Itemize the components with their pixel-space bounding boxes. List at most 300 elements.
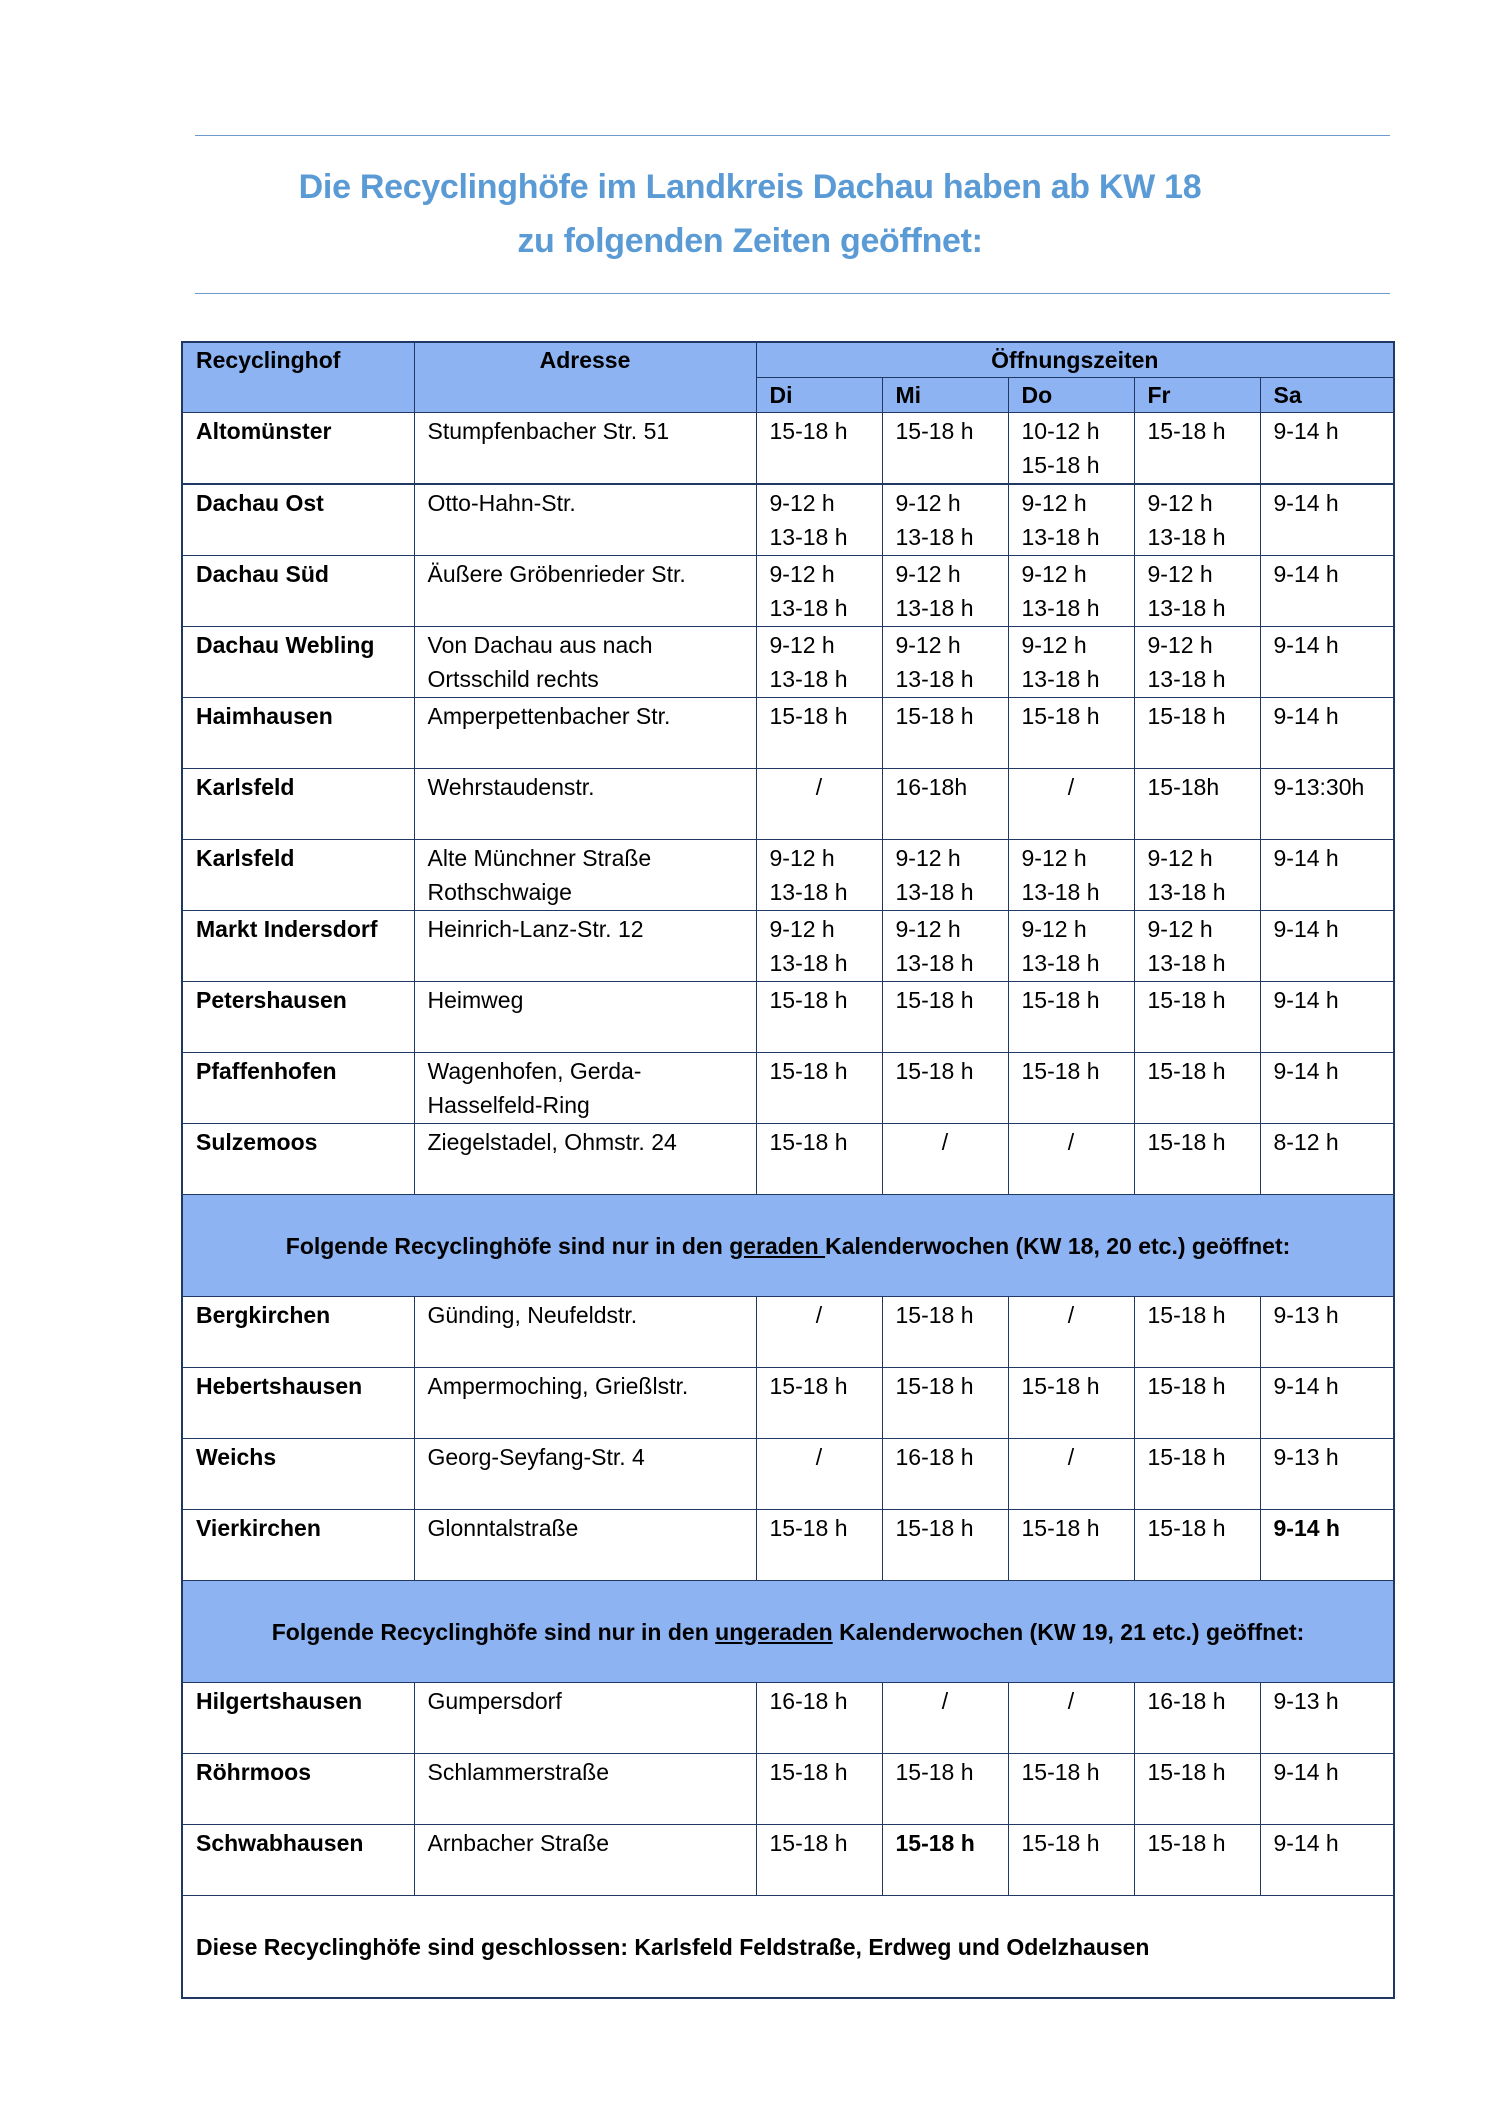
hours-line: / xyxy=(1067,1129,1075,1155)
hours-line: 15-18 h xyxy=(1021,987,1100,1013)
even-weeks-banner-before: Folgende Recyclinghöfe sind nur in den xyxy=(285,1232,730,1259)
hours-fr xyxy=(1134,840,1260,911)
hours-line: 9-12 h xyxy=(895,632,961,658)
table-row xyxy=(182,1297,1394,1368)
hours-line: / xyxy=(941,1688,949,1714)
hours-line: 9-12 h xyxy=(769,561,835,587)
hours-do xyxy=(1008,484,1134,556)
hours-line: 9-12 h xyxy=(1021,561,1087,587)
address-line: Ziegelstadel, Ohmstr. 24 xyxy=(427,1129,677,1155)
hours-line: 9-14 h xyxy=(1273,418,1339,444)
hours-sa xyxy=(1260,1439,1394,1510)
hours-mi xyxy=(882,982,1008,1053)
hours-do xyxy=(1008,1754,1134,1825)
hours-line: 15-18 h xyxy=(1021,1830,1100,1856)
recyclinghof-name: Pfaffenhofen xyxy=(182,1053,414,1124)
table-row xyxy=(182,1754,1394,1825)
hours-line: 15-18 h xyxy=(1147,1759,1226,1785)
hours-line: 13-18 h xyxy=(1021,879,1100,905)
hours-di xyxy=(756,1053,882,1124)
hours-line: 13-18 h xyxy=(769,595,848,621)
hours-mi xyxy=(882,1825,1008,1896)
table-row xyxy=(182,769,1394,840)
hours-line: 15-18 h xyxy=(769,987,848,1013)
hours-do xyxy=(1008,1368,1134,1439)
hours-line: 15-18 h xyxy=(1147,1515,1226,1541)
hours-line: 15-18 h xyxy=(895,1058,974,1084)
hours-do xyxy=(1008,413,1134,485)
hours-di xyxy=(756,1297,882,1368)
hours-line: 9-14 h xyxy=(1273,703,1339,729)
hours-line: 16-18 h xyxy=(1147,1688,1226,1714)
hours-sa xyxy=(1260,627,1394,698)
hours-fr xyxy=(1134,769,1260,840)
hours-line: 9-12 h xyxy=(1147,490,1213,516)
hours-line: / xyxy=(815,1302,823,1328)
hours-line: 15-18 h xyxy=(769,1515,848,1541)
hours-line: 9-12 h xyxy=(895,490,961,516)
table-row xyxy=(182,911,1394,982)
hours-line: 9-14 h xyxy=(1273,1515,1340,1541)
recyclinghof-name: Vierkirchen xyxy=(182,1510,414,1581)
hours-line: 13-18 h xyxy=(1021,666,1100,692)
recyclinghof-name: Röhrmoos xyxy=(182,1754,414,1825)
hours-line: / xyxy=(1067,1444,1075,1470)
address-line: Gumpersdorf xyxy=(427,1688,562,1714)
address-line: Ampermoching, Grießlstr. xyxy=(427,1373,689,1399)
hours-line: 15-18 h xyxy=(769,1373,848,1399)
hours-di xyxy=(756,1683,882,1754)
address-line: Stumpfenbacher Str. 51 xyxy=(427,418,670,444)
hours-line: 9-12 h xyxy=(769,916,835,942)
recyclinghof-name: Karlsfeld xyxy=(182,769,414,840)
address-cell xyxy=(414,484,756,556)
even-weeks-rows xyxy=(182,1297,1394,1581)
hours-line: 15-18 h xyxy=(1147,1830,1226,1856)
address-line: Günding, Neufeldstr. xyxy=(427,1302,638,1328)
hours-fr xyxy=(1134,1683,1260,1754)
hours-do xyxy=(1008,1510,1134,1581)
hours-fr xyxy=(1134,1510,1260,1581)
even-weeks-banner-underlined: geraden xyxy=(729,1232,826,1259)
hours-do xyxy=(1008,840,1134,911)
hours-line: 15-18 h xyxy=(769,1830,848,1856)
recyclinghof-name: Dachau Webling xyxy=(182,627,414,698)
hours-line: 15-18 h xyxy=(895,1302,974,1328)
hours-line: 13-18 h xyxy=(895,879,974,905)
hours-mi xyxy=(882,1053,1008,1124)
odd-weeks-banner xyxy=(182,1581,1394,1683)
hours-line: 15-18 h xyxy=(1147,418,1226,444)
hours-do xyxy=(1008,627,1134,698)
hours-di xyxy=(756,1510,882,1581)
hours-line: 13-18 h xyxy=(769,666,848,692)
header-day-sa: Sa xyxy=(1260,378,1394,413)
hours-sa xyxy=(1260,982,1394,1053)
hours-mi xyxy=(882,556,1008,627)
hours-mi xyxy=(882,698,1008,769)
address-cell xyxy=(414,413,756,485)
hours-line: 9-13 h xyxy=(1273,1444,1339,1470)
hours-sa xyxy=(1260,1368,1394,1439)
hours-line: 15-18 h xyxy=(769,418,848,444)
address-line: Amperpettenbacher Str. xyxy=(427,703,671,729)
hours-line: 9-12 h xyxy=(1147,632,1213,658)
hours-line: 13-18 h xyxy=(769,879,848,905)
hours-sa xyxy=(1260,1754,1394,1825)
hours-mi xyxy=(882,1297,1008,1368)
hours-line: 15-18 h xyxy=(1147,1129,1226,1155)
recyclinghof-name: Weichs xyxy=(182,1439,414,1510)
address-line: Heimweg xyxy=(427,987,524,1013)
hours-line: 15-18 h xyxy=(1021,1759,1100,1785)
even-weeks-banner xyxy=(182,1195,1394,1297)
bottom-rule xyxy=(195,293,1390,294)
hours-line: 9-12 h xyxy=(1147,561,1213,587)
hours-line: 9-14 h xyxy=(1273,1058,1339,1084)
hours-line: 9-12 h xyxy=(1021,916,1087,942)
hours-sa xyxy=(1260,911,1394,982)
closed-note: Diese Recyclinghöfe sind geschlossen: Karlsfeld Feldstraße, Erdweg und Odelzhausen xyxy=(182,1896,1394,1999)
address-cell xyxy=(414,1297,756,1368)
hours-fr xyxy=(1134,627,1260,698)
hours-di xyxy=(756,484,882,556)
table-row xyxy=(182,1825,1394,1896)
hours-line: 15-18 h xyxy=(895,1830,975,1856)
address-cell xyxy=(414,1754,756,1825)
hours-do xyxy=(1008,1053,1134,1124)
hours-sa xyxy=(1260,1297,1394,1368)
hours-line: 13-18 h xyxy=(895,950,974,976)
hours-line: 9-13 h xyxy=(1273,1688,1339,1714)
hours-fr xyxy=(1134,911,1260,982)
hours-sa xyxy=(1260,1053,1394,1124)
address-cell xyxy=(414,1439,756,1510)
hours-line: 15-18 h xyxy=(1147,987,1226,1013)
hours-di xyxy=(756,627,882,698)
hours-di xyxy=(756,1124,882,1195)
table-row xyxy=(182,1368,1394,1439)
header-adresse: Adresse xyxy=(414,342,756,413)
closed-note-row xyxy=(182,1896,1394,1999)
hours-di xyxy=(756,982,882,1053)
hours-fr xyxy=(1134,484,1260,556)
hours-line: 9-12 h xyxy=(1021,845,1087,871)
hours-sa xyxy=(1260,1510,1394,1581)
recyclinghof-name: Haimhausen xyxy=(182,698,414,769)
address-cell xyxy=(414,698,756,769)
hours-line: 16-18h xyxy=(895,774,968,800)
hours-line: 9-13 h xyxy=(1273,1302,1339,1328)
hours-line: 13-18 h xyxy=(1021,595,1100,621)
hours-line: 9-14 h xyxy=(1273,632,1339,658)
hours-di xyxy=(756,911,882,982)
recyclinghof-name: Schwabhausen xyxy=(182,1825,414,1896)
address-line: Hasselfeld-Ring xyxy=(427,1092,590,1118)
hours-line: 13-18 h xyxy=(895,524,974,550)
hours-fr xyxy=(1134,1754,1260,1825)
hours-sa xyxy=(1260,413,1394,485)
hours-line: 15-18 h xyxy=(895,1759,974,1785)
hours-line: 9-13:30h xyxy=(1273,774,1365,800)
hours-line: 15-18 h xyxy=(1021,1058,1100,1084)
hours-line: 13-18 h xyxy=(1021,524,1100,550)
address-line: Wehrstaudenstr. xyxy=(427,774,595,800)
hours-line: / xyxy=(815,774,823,800)
hours-line: 15-18 h xyxy=(895,987,974,1013)
hours-line: 9-12 h xyxy=(895,845,961,871)
hours-mi xyxy=(882,911,1008,982)
hours-sa xyxy=(1260,1825,1394,1896)
hours-sa xyxy=(1260,556,1394,627)
address-line: Heinrich-Lanz-Str. 12 xyxy=(427,916,644,942)
hours-mi xyxy=(882,1510,1008,1581)
hours-mi xyxy=(882,1683,1008,1754)
address-cell xyxy=(414,769,756,840)
hours-line: 9-14 h xyxy=(1273,490,1339,516)
table-row xyxy=(182,413,1394,485)
odd-weeks-rows xyxy=(182,1683,1394,1896)
address-line: Rothschwaige xyxy=(427,879,572,905)
recyclinghof-name: Hebertshausen xyxy=(182,1368,414,1439)
top-rule xyxy=(195,135,1390,136)
hours-line: 15-18 h xyxy=(895,418,974,444)
even-weeks-banner-after: Kalenderwochen (KW 18, 20 etc.) geöffnet: xyxy=(825,1232,1291,1259)
hours-do xyxy=(1008,1124,1134,1195)
address-line: Äußere Gröbenrieder Str. xyxy=(427,561,686,587)
main-rows xyxy=(182,413,1394,1195)
table-row xyxy=(182,840,1394,911)
page-title-line-2: zu folgenden Zeiten geöffnet: xyxy=(517,222,983,260)
odd-weeks-banner-before: Folgende Recyclinghöfe sind nur in den xyxy=(271,1618,716,1645)
hours-line: 9-14 h xyxy=(1273,916,1339,942)
hours-di xyxy=(756,556,882,627)
address-line: Glonntalstraße xyxy=(427,1515,579,1541)
hours-fr xyxy=(1134,1825,1260,1896)
address-cell xyxy=(414,840,756,911)
table-row xyxy=(182,484,1394,556)
hours-fr xyxy=(1134,1053,1260,1124)
hours-sa xyxy=(1260,484,1394,556)
hours-mi xyxy=(882,840,1008,911)
hours-line: 15-18 h xyxy=(1021,452,1100,478)
hours-fr xyxy=(1134,1124,1260,1195)
hours-line: 15-18 h xyxy=(1147,1058,1226,1084)
table-row xyxy=(182,627,1394,698)
hours-line: / xyxy=(1067,774,1075,800)
address-line: Otto-Hahn-Str. xyxy=(427,490,576,516)
hours-mi xyxy=(882,1368,1008,1439)
recyclinghof-name: Dachau Ost xyxy=(182,484,414,556)
recyclinghof-name: Hilgertshausen xyxy=(182,1683,414,1754)
hours-line: 13-18 h xyxy=(895,666,974,692)
address-line: Wagenhofen, Gerda- xyxy=(427,1058,642,1084)
recyclinghof-name: Petershausen xyxy=(182,982,414,1053)
address-line: Ortsschild rechts xyxy=(427,666,599,692)
hours-line: 13-18 h xyxy=(1147,950,1226,976)
address-line: Arnbacher Straße xyxy=(427,1830,610,1856)
hours-mi xyxy=(882,484,1008,556)
hours-line: 10-12 h xyxy=(1021,418,1100,444)
hours-line: 9-12 h xyxy=(1021,632,1087,658)
hours-line: 9-14 h xyxy=(1273,1830,1339,1856)
address-cell xyxy=(414,1510,756,1581)
hours-di xyxy=(756,1825,882,1896)
hours-line: 15-18 h xyxy=(769,703,848,729)
hours-fr xyxy=(1134,413,1260,485)
hours-line: 15-18h xyxy=(1147,774,1220,800)
hours-line: 9-12 h xyxy=(1147,845,1213,871)
table-row xyxy=(182,698,1394,769)
hours-mi xyxy=(882,769,1008,840)
hours-line: 15-18 h xyxy=(1147,1444,1226,1470)
hours-sa xyxy=(1260,1124,1394,1195)
hours-fr xyxy=(1134,982,1260,1053)
header-day-fr: Fr xyxy=(1134,378,1260,413)
hours-line: 15-18 h xyxy=(895,1515,974,1541)
hours-fr xyxy=(1134,1297,1260,1368)
hours-do xyxy=(1008,769,1134,840)
hours-line: 13-18 h xyxy=(769,950,848,976)
hours-line: 9-14 h xyxy=(1273,561,1339,587)
hours-line: / xyxy=(815,1444,823,1470)
odd-weeks-section xyxy=(182,1581,1394,1683)
recyclinghof-name: Altomünster xyxy=(182,413,414,485)
recyclinghof-name: Dachau Süd xyxy=(182,556,414,627)
hours-line: 13-18 h xyxy=(1147,879,1226,905)
header-oeffnungszeiten: Öffnungszeiten xyxy=(756,342,1394,378)
hours-line: 16-18 h xyxy=(769,1688,848,1714)
header-day-di: Di xyxy=(756,378,882,413)
hours-line: 13-18 h xyxy=(1021,950,1100,976)
recyclinghof-name: Bergkirchen xyxy=(182,1297,414,1368)
address-cell xyxy=(414,1124,756,1195)
hours-line: 9-14 h xyxy=(1273,845,1339,871)
hours-sa xyxy=(1260,1683,1394,1754)
hours-do xyxy=(1008,911,1134,982)
recyclinghof-name: Markt Indersdorf xyxy=(182,911,414,982)
header-day-mi: Mi xyxy=(882,378,1008,413)
table-row xyxy=(182,1510,1394,1581)
hours-do xyxy=(1008,1439,1134,1510)
hours-line: 9-12 h xyxy=(769,490,835,516)
hours-line: 9-12 h xyxy=(895,561,961,587)
hours-line: 13-18 h xyxy=(1147,524,1226,550)
hours-di xyxy=(756,698,882,769)
hours-di xyxy=(756,1754,882,1825)
hours-mi xyxy=(882,1124,1008,1195)
hours-line: 9-12 h xyxy=(895,916,961,942)
hours-line: / xyxy=(1067,1688,1075,1714)
hours-mi xyxy=(882,413,1008,485)
hours-sa xyxy=(1260,769,1394,840)
hours-line: 9-12 h xyxy=(1147,916,1213,942)
hours-fr xyxy=(1134,556,1260,627)
hours-line: 13-18 h xyxy=(1147,666,1226,692)
hours-line: / xyxy=(1067,1302,1075,1328)
hours-sa xyxy=(1260,840,1394,911)
recyclinghof-name: Sulzemoos xyxy=(182,1124,414,1195)
hours-line: 9-14 h xyxy=(1273,1373,1339,1399)
hours-line: 15-18 h xyxy=(769,1058,848,1084)
hours-line: 9-12 h xyxy=(1021,490,1087,516)
hours-do xyxy=(1008,556,1134,627)
table-row xyxy=(182,1053,1394,1124)
hours-mi xyxy=(882,627,1008,698)
hours-mi xyxy=(882,1439,1008,1510)
hours-line: 9-14 h xyxy=(1273,987,1339,1013)
hours-fr xyxy=(1134,1439,1260,1510)
address-line: Schlammerstraße xyxy=(427,1759,609,1785)
hours-di xyxy=(756,840,882,911)
hours-line: 9-12 h xyxy=(769,845,835,871)
hours-line: 13-18 h xyxy=(1147,595,1226,621)
hours-line: / xyxy=(941,1129,949,1155)
address-line: Alte Münchner Straße xyxy=(427,845,652,871)
table-row xyxy=(182,982,1394,1053)
address-cell xyxy=(414,627,756,698)
hours-line: 16-18 h xyxy=(895,1444,974,1470)
hours-line: 15-18 h xyxy=(769,1759,848,1785)
hours-di xyxy=(756,769,882,840)
hours-line: 15-18 h xyxy=(1021,1515,1100,1541)
header-day-do: Do xyxy=(1008,378,1134,413)
hours-line: 15-18 h xyxy=(1021,1373,1100,1399)
hours-mi xyxy=(882,1754,1008,1825)
hours-line: 15-18 h xyxy=(1147,1302,1226,1328)
address-cell xyxy=(414,982,756,1053)
address-cell xyxy=(414,911,756,982)
hours-di xyxy=(756,1368,882,1439)
page-title-line-1: Die Recyclinghöfe im Landkreis Dachau haben ab KW 18 xyxy=(298,168,1202,206)
opening-hours-table xyxy=(181,341,1395,1999)
even-weeks-section xyxy=(182,1195,1394,1297)
address-cell xyxy=(414,1825,756,1896)
hours-line: 15-18 h xyxy=(1021,703,1100,729)
address-cell xyxy=(414,1053,756,1124)
table-row xyxy=(182,556,1394,627)
hours-line: 15-18 h xyxy=(895,703,974,729)
hours-fr xyxy=(1134,698,1260,769)
odd-weeks-banner-after: Kalenderwochen (KW 19, 21 etc.) geöffnet: xyxy=(832,1618,1305,1645)
address-line: Georg-Seyfang-Str. 4 xyxy=(427,1444,645,1470)
hours-di xyxy=(756,413,882,485)
hours-do xyxy=(1008,1825,1134,1896)
header-recyclinghof: Recyclinghof xyxy=(182,342,414,413)
table-row xyxy=(182,1683,1394,1754)
table-row xyxy=(182,1439,1394,1510)
address-line: Von Dachau aus nach xyxy=(427,632,653,658)
hours-sa xyxy=(1260,698,1394,769)
address-cell xyxy=(414,556,756,627)
hours-do xyxy=(1008,1683,1134,1754)
hours-line: 15-18 h xyxy=(895,1373,974,1399)
table-row xyxy=(182,1124,1394,1195)
address-cell xyxy=(414,1368,756,1439)
hours-line: 15-18 h xyxy=(769,1129,848,1155)
hours-fr xyxy=(1134,1368,1260,1439)
hours-line: 15-18 h xyxy=(1147,703,1226,729)
hours-do xyxy=(1008,698,1134,769)
recyclinghof-name: Karlsfeld xyxy=(182,840,414,911)
hours-line: 9-14 h xyxy=(1273,1759,1339,1785)
address-cell xyxy=(414,1683,756,1754)
hours-line: 13-18 h xyxy=(769,524,848,550)
hours-line: 15-18 h xyxy=(1147,1373,1226,1399)
hours-line: 8-12 h xyxy=(1273,1129,1339,1155)
hours-do xyxy=(1008,1297,1134,1368)
odd-weeks-banner-underlined: ungeraden xyxy=(715,1618,833,1645)
